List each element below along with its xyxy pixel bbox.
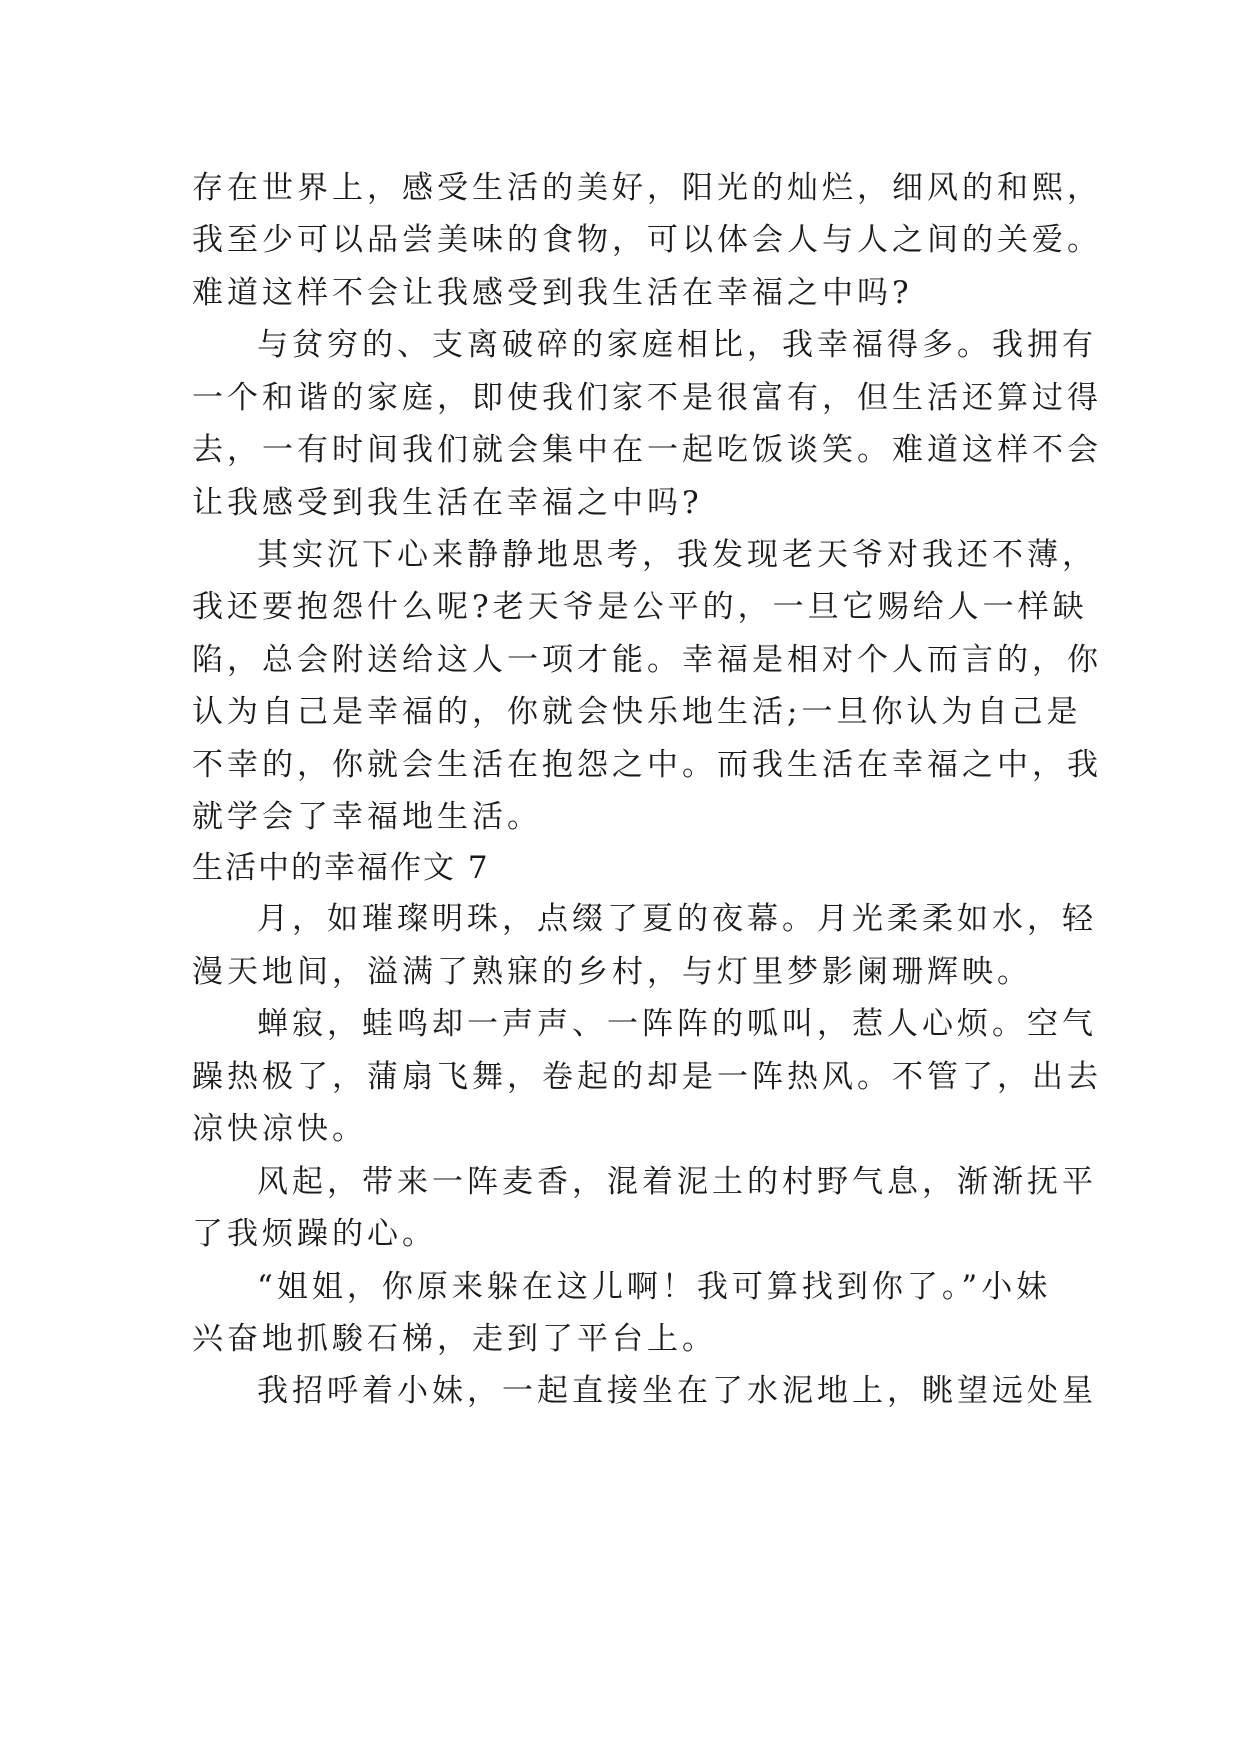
text-line: 月，如璀璨明珠，点缀了夏的夜幕。月光柔柔如水，轻 (257, 901, 1097, 937)
text-line: 与贫穷的、支离破碎的家庭相比，我幸福得多。我拥有 (257, 327, 1097, 363)
text-line: 认为自己是幸福的，你就会快乐地生活;一旦你认为自己是 (192, 694, 1082, 730)
text-line: 让我感受到我生活在幸福之中吗? (192, 485, 703, 521)
text-line: 躁热极了，蒲扇飞舞，卷起的却是一阵热风。不管了，出去 (192, 1059, 1102, 1095)
text-line: 一个和谐的家庭，即使我们家不是很富有，但生活还算过得 (192, 380, 1102, 416)
text-line: 我还要抱怨什么呢?老天爷是公平的，一旦它赐给人一样缺 (192, 589, 1088, 625)
text-line: 存在世界上，感受生活的美好，阳光的灿烂，细风的和熙， (192, 170, 1102, 206)
text-line: 风起，带来一阵麦香，混着泥土的村野气息，渐渐抚平 (257, 1164, 1097, 1200)
text-line: 兴奋地抓駿石梯，走到了平台上。 (192, 1321, 717, 1357)
text-line: 陷，总会附送给这人一项才能。幸福是相对个人而言的，你 (192, 642, 1102, 678)
text-line: 难道这样不会让我感受到我生活在幸福之中吗? (192, 275, 913, 311)
section-heading: 生活中的幸福作文 7 (192, 850, 490, 886)
text-line: 其实沉下心来静静地思考，我发现老天爷对我还不薄， (257, 537, 1097, 573)
text-line: 我招呼着小妹，一起直接坐在了水泥地上，眺望远处星 (257, 1373, 1097, 1409)
text-line: 凉快凉快。 (192, 1111, 367, 1147)
text-line: 就学会了幸福地生活。 (192, 799, 542, 835)
text-line: 不幸的，你就会生活在抱怨之中。而我生活在幸福之中，我 (192, 747, 1102, 783)
text-line: 了我烦躁的心。 (192, 1216, 437, 1252)
text-line: 我至少可以品尝美味的食物，可以体会人与人之间的关爱。 (192, 222, 1102, 258)
text-line: “姐姐，你原来躲在这儿啊！我可算找到你了。”小妹 (257, 1269, 1052, 1305)
text-line: 漫天地间，溢满了熟寐的乡村，与灯里梦影阑珊辉映。 (192, 954, 1032, 990)
text-line: 蝉寂，蛙鸣却一声声、一阵阵的呱叫，惹人心烦。空气 (257, 1006, 1097, 1042)
text-line: 去，一有时间我们就会集中在一起吃饭谈笑。难道这样不会 (192, 432, 1102, 468)
